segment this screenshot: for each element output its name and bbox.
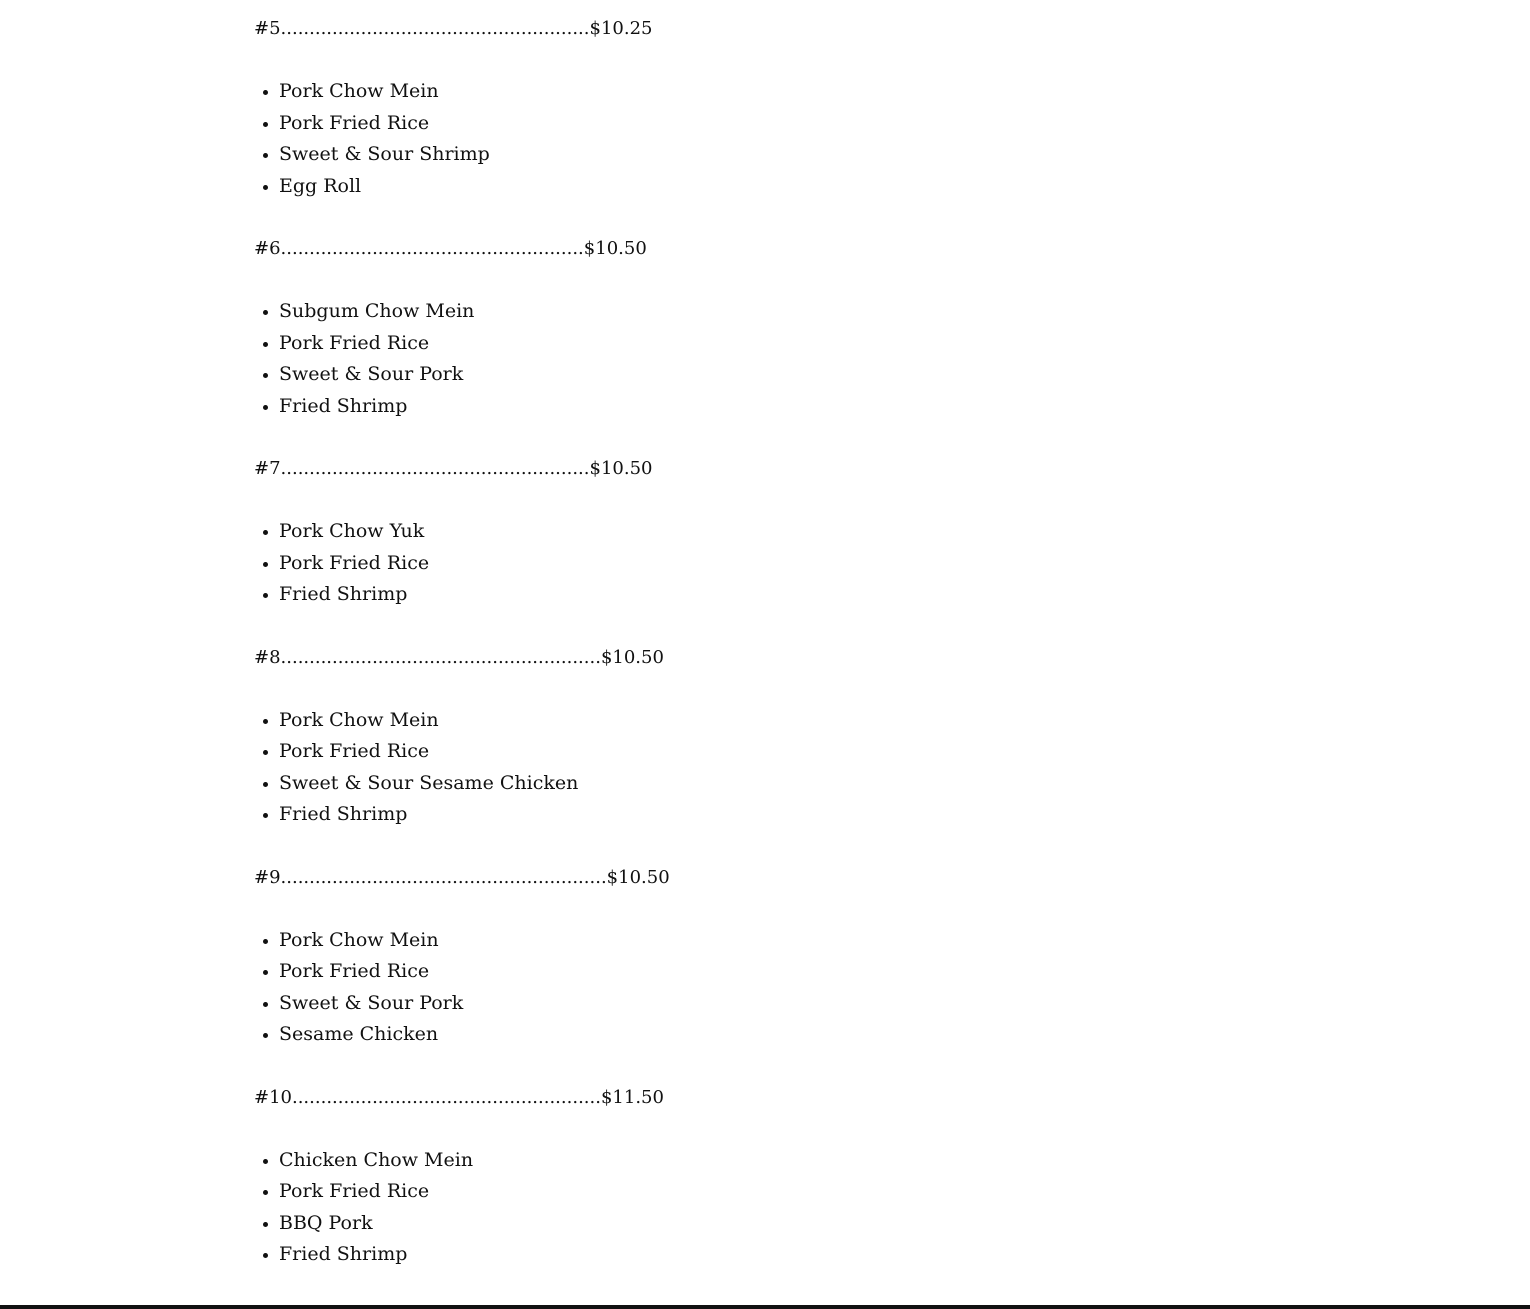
list-item: • Pork Fried Rice [279,108,954,140]
combo-7-heading: #7......................................................$10.50 [254,458,653,479]
list-item: • Chicken Chow Mein [279,1145,954,1177]
combo-8-items [254,705,954,831]
list-item: • Pork Fried Rice [279,328,954,360]
combo-7 [254,454,954,611]
combo-6 [254,234,954,422]
list-item: • Sweet & Sour Pork [279,359,954,391]
combo-9 [254,863,954,1051]
list-item: • Fried Shrimp [279,579,954,611]
list-item: • Sesame Chicken [279,1019,954,1051]
combo-6-items [254,296,954,422]
combo-menu [254,14,954,1303]
combo-5 [254,14,954,202]
combo-9-heading: #9.........................................................$10.50 [254,866,670,888]
combo-7-items [254,516,954,611]
list-item: • Fried Shrimp [279,799,954,831]
list-item: • Fried Shrimp [279,1239,954,1271]
list-item: • Sweet & Sour Shrimp [279,139,954,171]
list-item: • Pork Fried Rice [279,1176,954,1208]
list-item: • Sweet & Sour Sesame Chicken [279,768,954,800]
list-item: • Pork Chow Mein [279,925,954,957]
combo-5-items [254,76,954,202]
list-item: • Pork Chow Mein [279,705,954,737]
combo-9-items [254,925,954,1051]
combo-8-heading: #8........................................................$10.50 [254,646,664,668]
list-item: • Pork Fried Rice [279,548,954,580]
list-item: • Fried Shrimp [279,391,954,423]
combo-6-heading: #6.....................................................$10.50 [254,238,647,259]
list-item: • Egg Roll [279,171,954,203]
combo-5-heading: #5......................................................$10.25 [254,18,653,39]
combo-10-items [254,1145,954,1271]
combo-10 [254,1083,954,1271]
combo-10-heading: #10......................................................$11.50 [254,1086,664,1108]
combo-8 [254,643,954,831]
list-item: • Pork Chow Yuk [279,516,954,548]
list-item: • Pork Fried Rice [279,956,954,988]
list-item: • Subgum Chow Mein [279,296,954,328]
bottom-divider [0,1305,1530,1309]
list-item: • BBQ Pork [279,1208,954,1240]
list-item: • Pork Fried Rice [279,736,954,768]
list-item: • Pork Chow Mein [279,76,954,108]
list-item: • Sweet & Sour Pork [279,988,954,1020]
